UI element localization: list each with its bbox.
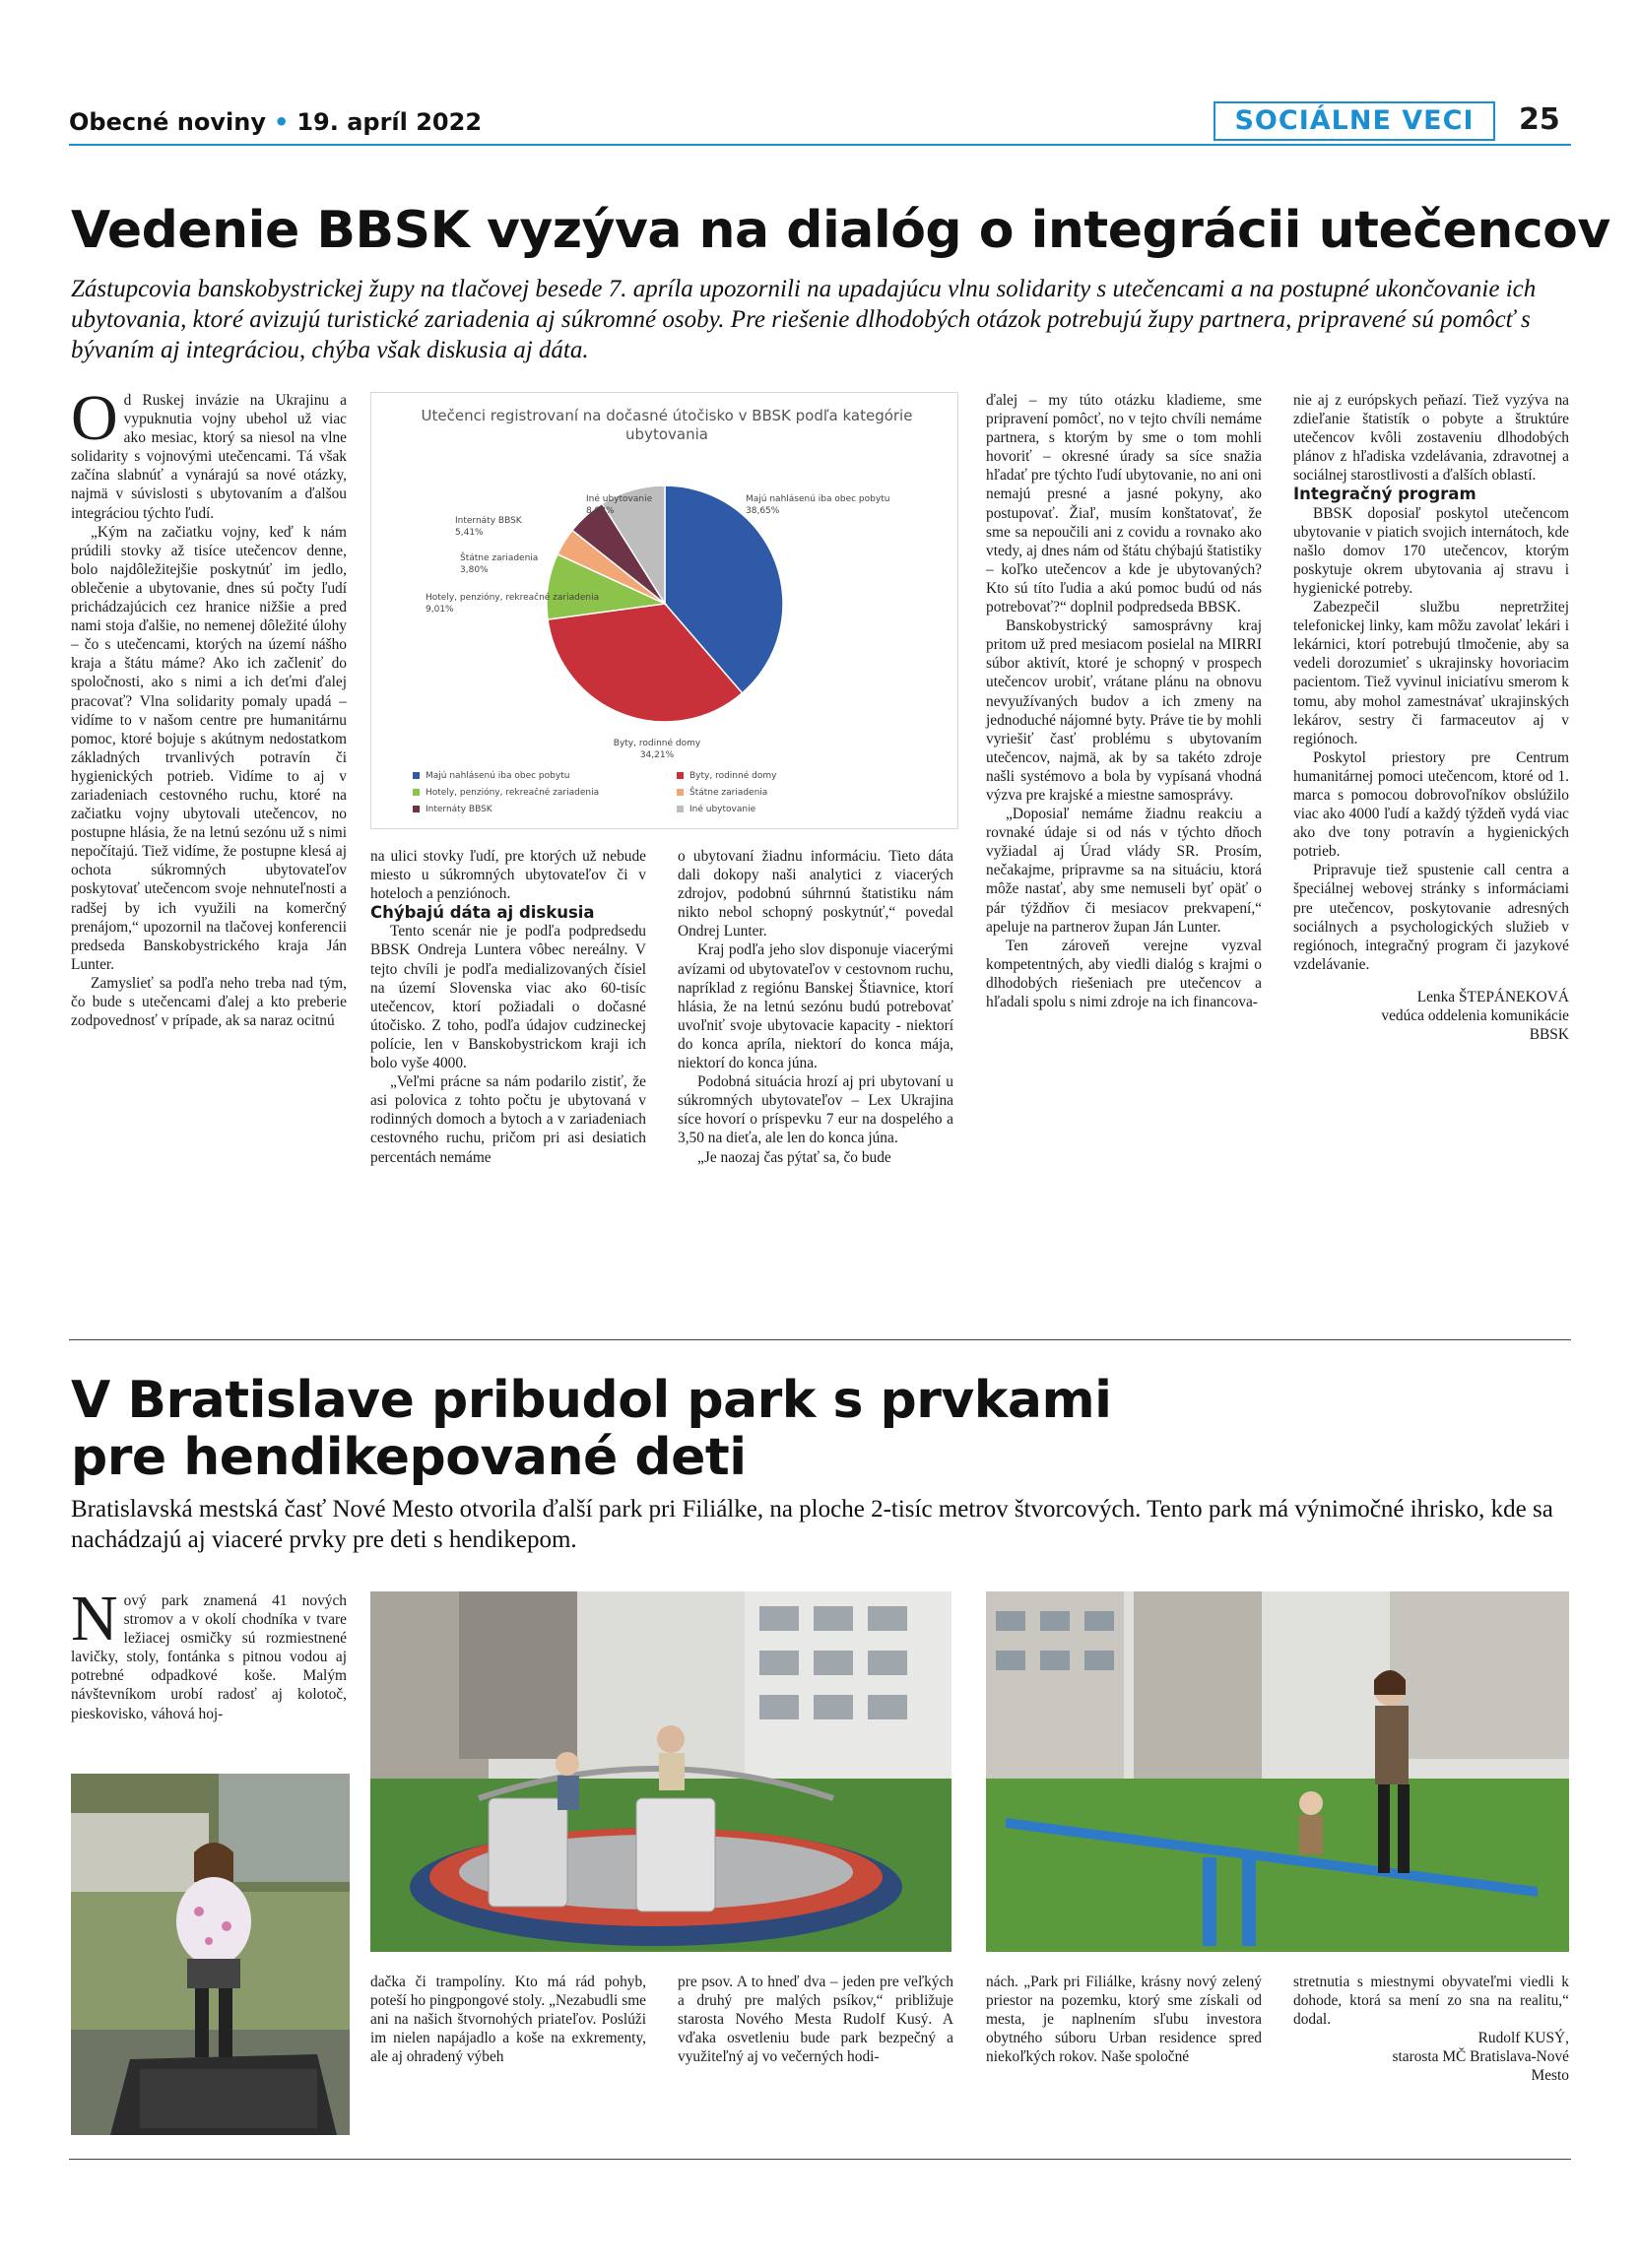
legend-item	[677, 805, 755, 814]
article2-column-1	[71, 1583, 347, 1723]
subheading: Integračný program	[1293, 485, 1476, 504]
paragraph: Podobná situácia hrozí aj pri ubytovaní u súkromných ubytovateľov – Lex Ukrajina síce hovorí o príspevku 7 eur na dospelého a 3,50 na dieťa, ale len do konca júna.	[678, 1073, 953, 1147]
legend-label: Iné ubytovanie	[689, 805, 756, 814]
photo-image	[71, 1774, 350, 2135]
article1-lead: Zástupcovia banskobystrickej župy na tlačovej besede 7. apríla upozornili na upadajúcu vlnu solidarity s utečencami a na postupné ukončovanie ich ubytovania, ktoré avizujú turistické zariadenia aj súkromné osoby. Pre riešenie dlhodobých otázok potrebujú župy partnera, pripravené sú pomôcť s bývaním aj integráciou, chýba však diskusia aj dáta.	[71, 276, 1537, 363]
article-divider	[69, 1339, 1571, 1340]
author-org: Mesto	[1531, 2067, 1569, 2085]
section-label: SOCIÁLNE VECI	[1214, 101, 1495, 141]
legend-label: Majú nahlásenú iba obec pobytu	[426, 771, 570, 781]
legend-swatch	[677, 806, 684, 812]
author-name: Rudolf KUSÝ,	[1477, 2030, 1569, 2047]
paragraph: Pripravuje tiež spustenie call centra a špeciálnej webovej stránky s informáciami pre utečencov, poskytovanie adresných sociálnych a psychologických služieb v regiónoch, integračný program či jazykové vzdelávanie.	[1293, 862, 1569, 973]
article2-column-3	[678, 1973, 953, 2066]
photo-seesaw	[986, 1591, 1569, 1952]
article2-column-4	[986, 1973, 1262, 2066]
article1-column-3	[678, 847, 953, 1167]
paragraph: „Veľmi prácne sa nám podarilo zistiť, že asi polovica z tohto počtu je ubytovaná v rodinných domoch a bytoch a v zariadeniach cestovného ruchu, pričom pri asi desiatich percentách nemáme	[370, 1073, 646, 1166]
photo-image	[370, 1591, 951, 1952]
legend-label: Byty, rodinné domy	[689, 771, 777, 781]
paragraph: „Je naozaj čas pýtať sa, čo bude	[697, 1148, 891, 1166]
legend-item	[677, 771, 776, 781]
drop-cap: O	[71, 382, 118, 454]
slice-label: Internáty BBSK 5,41%	[455, 516, 522, 538]
legend-swatch	[677, 789, 684, 796]
pie-chart	[370, 392, 958, 829]
page-number: 25	[1519, 102, 1560, 137]
author-role: vedúca oddelenia komunikácie	[1381, 1007, 1569, 1024]
legend-swatch	[677, 772, 684, 779]
slice-label: Hotely, penzióny, rekreačné zariadenia 9,01%	[426, 593, 600, 615]
photo-image	[986, 1591, 1569, 1952]
paragraph: Tento scenár nie je podľa podpredsedu BBSK Ondreja Luntera vôbec nereálny. V tejto chvíli je podľa medializovaných čísiel na území Slovenska viac ako 60-tisíc utečencov, ktorí požiadali o dočasné útočisko. Z toho, podľa údajov cudzineckej polície, len v Banskobystrickom kraji ich bolo vyše 4000.	[370, 923, 646, 1072]
paragraph-text: d Ruskej invázie na Ukrajinu a vypuknutia vojny ubehol už viac ako mesiac, ktorý sa niesol na vlne solidarity s vojnovými utečencami. Tá však začína slabnúť a vynárajú sa nové otázky, najmä v súvislosti s ubytovaním a ďalšou integráciou týchto ľudí.	[71, 392, 347, 522]
paragraph: o ubytovaní žiadnu informáciu. Tieto dáta dali dokopy naši analytici z viacerých zdrojov, podobnú súhrnnú štatistiku nám nikto nebol schopný poskytnúť,“ povedal Ondrej Lunter.	[678, 848, 953, 940]
article2-title	[71, 1372, 1568, 1486]
paragraph: dačka či trampolíny. Kto má rád pohyb, poteší ho pingpongové stoly. „Nezabudli sme ani na našich štvornohých priateľov. Poslúži im nielen napájadlo a koše na exkrementy, ale aj ohradený výbeh	[370, 1974, 646, 2066]
legend-label: Štátne zariadenia	[689, 788, 768, 798]
paragraph: pre psov. A to hneď dva – jeden pre veľkých a druhý pre malých psíkov,“ približuje starosta Nového Mesta Rudolf Kusý. A vďaka osvetleniu bude park bezpečný a využiteľný aj vo večerných hodi-	[678, 1974, 953, 2066]
title-line: pre hendikepované deti	[71, 1428, 747, 1487]
article1-column-1	[71, 382, 347, 1030]
legend-item	[413, 805, 492, 814]
paragraph	[71, 1583, 347, 1723]
paragraph: Zabezpečil službu nepretržitej telefonickej linky, kam môžu zavolať lekári i lekárnici, ktorí potrebujú tlmočenie, aby sa vedeli dorozumieť s ukrajinsky hovoriacim pacientom. Tiež vyvinul iniciatívu smerom k tomu, aby mohol zamestnávať ukrajinských lekárov, sestry či farmaceutov aj v regiónoch.	[1293, 599, 1569, 747]
legend-swatch	[413, 806, 420, 812]
photo-carousel	[370, 1591, 951, 1952]
paragraph: Kraj podľa jeho slov disponuje viacerými avízami od ubytovateľov v cestovnom ruchu, napríklad z regiónu Banskej Štiavnice, ktorí hlásia, že na letnú sezónu budú potrebovať uvoľniť svoje ubytovacie kapacity - niektorí do konca apríla, niektorí do konca mája, niektorí do konca júna.	[678, 941, 953, 1072]
legend-item	[413, 788, 599, 798]
title-line: V Bratislave pribudol park s prvkami	[71, 1371, 1112, 1430]
author-org: BBSK	[1529, 1026, 1569, 1044]
paragraph: Poskytol priestory pre Centrum humanitárnej pomoci utečencom, ktoré od 1. marca s pomocou dobrovoľníkov obslúžilo viac ako 4000 ľudí a každý týždeň vydá viac ako dve tony potravín a hygienických potrieb.	[1293, 748, 1569, 861]
paragraph: „Kým na začiatku vojny, keď k nám prúdili stovky až tisíce utečencov denne, bolo najdôležitejšie poskytnúť im jedlo, oblečenie a ubytovanie, dnes sú počty ľudí prichádzajúcich cez hranice nižšie a pred nami stoja ďalšie, no nemenej dôležité úlohy – čo s utečencami, ktorých na území nášho kraja a štátu máme? Ako ich začleniť do spoločnosti, ako s nimi a ich deťmi ďalej pracovať? Vlna solidarity pomaly upadá – vidíme to v našom centre pre humanitárnu pomoc, ktoré bojuje s akútnym nedostatkom základných trvanlivých potravín či hygienických potrieb. Vidíme to aj v zariadeniach cestovného ruchu, ktoré na začiatku vojny ubytovali utečencov, no postupne hlásia, že na letnú sezónu už s nimi nepočítajú. Tiež vidíme, že postupne klesá aj ochota súkromných ubytovateľov poskytovať utečencom svoje nehnuteľnosti a radšej by ich využili na komerčný prenájom,“ upozornil na tlačovej konferencii predseda Banskobystrického kraja Ján Lunter.	[71, 523, 347, 973]
article1-column-4	[986, 391, 1262, 1011]
paragraph-text: ový park znamená 41 nových stromov a v okolí chodníka v tvare ležiacej osmičky sú rozmiestnené lavičky, stoly, fontánka s pitnou vodou aj potrebné odpadkové koše. Malým návštevníkom urobí radosť aj kolotoč, pieskovisko, váhová hoj-	[71, 1592, 347, 1722]
legend-label: Internáty BBSK	[426, 805, 492, 814]
drop-cap: N	[71, 1583, 118, 1654]
paragraph: Zamyslieť sa podľa neho treba nad tým, čo bude s utečencami ďalej a kto preberie zodpovednosť v prípade, ak sa naraz ocitnú	[71, 974, 347, 1030]
slice-label: Iné ubytovanie 8,92%	[586, 494, 653, 516]
paragraph: nách. „Park pri Filiálke, krásny nový zelený priestor na pozemku, ktorý sme získali od mesta, je naplnením sľubu investora obytného súboru Urban residence spred niekoľkých rokov. Naše spoločné	[986, 1974, 1262, 2066]
article1-column-2	[370, 847, 646, 1167]
paragraph: „Doposiaľ nemáme žiadnu reakciu a rovnaké údaje si od nás v týchto dňoch vyžiadal aj Úrad vlády SR. Prosím, nečakajme, pripravme sa na situáciu, ktorá môže nastať, aby sme nemuseli byť opäť o pár týždňov či mesiacov prekvapení,“ apeluje na partnerov župan Ján Lunter.	[986, 806, 1262, 936]
paragraph: stretnutia s miestnymi obyvateľmi viedli k dohode, ktorá sa mení zo sna na realitu,“ dodal.	[1293, 1974, 1569, 2029]
photo-girl-trampoline	[71, 1774, 350, 2135]
slice-label: Byty, rodinné domy 34,21%	[613, 739, 701, 760]
slice-label: Štátne zariadenia 3,80%	[460, 553, 539, 575]
legend-label: Hotely, penzióny, rekreačné zariadenia	[426, 788, 600, 798]
pie-chart-svg	[371, 393, 957, 828]
header-rule	[69, 144, 1571, 146]
slice-label: Majú nahlásenú iba obec pobytu 38,65%	[746, 494, 890, 516]
chart-title: Utečenci registrovaní na dočasné útočisko v BBSK podľa kategórie ubytovania	[421, 407, 913, 443]
separator-dot: •	[273, 108, 290, 136]
article2-column-5	[1293, 1973, 1569, 2086]
paragraph: na ulici stovky ľudí, pre ktorých už nebude miesto u súkromných ubytovateľov či v hoteloch a penziónoch.	[370, 848, 646, 903]
author-name: Lenka ŠTEPÁNEKOVÁ	[1416, 988, 1569, 1005]
author-role: starosta MČ Bratislava-Nové	[1392, 2048, 1569, 2066]
publication-name: Obecné noviny	[69, 108, 266, 136]
masthead	[69, 108, 482, 136]
article2-column-2	[370, 1973, 646, 2066]
paragraph	[71, 382, 347, 523]
legend-swatch	[413, 789, 420, 796]
paragraph: Ten zároveň verejne vyzval kompetentných, aby viedli dialóg s krajmi o dlhodobých riešeniach pre utečencov a hľadali spolu s nimi zdroje na ich financova-	[986, 937, 1262, 1010]
legend-swatch	[413, 772, 420, 779]
legend-item	[677, 788, 767, 798]
issue-date: 19. apríl 2022	[296, 108, 483, 136]
article1-title: Vedenie BBSK vyzýva na dialóg o integrácii utečencov	[71, 201, 1610, 260]
paragraph: nie aj z európskych peňazí. Tiež vyzýva na zdieľanie štatistík o pobyte a štruktúre utečencov kvôli zostaveniu dlhodobých plánov z hľadiska vzdelávania, zdravotnej a sociálnej starostlivosti a ďalších oblastí.	[1293, 392, 1569, 485]
article1-column-5	[1293, 391, 1569, 1044]
legend-item	[413, 771, 569, 781]
paragraph: ďalej – my túto otázku kladieme, sme pripravení pomôcť, no v tejto chvíli nemáme partnera, s ktorým by sme o tom mohli hovoriť – okresné úrady sa síce snažia hľadať pre týchto ľudí ubytovanie, no ani oni nemajú presné a jasné pokyny, ako postupovať. Žiaľ, musím konštatovať, že sme sa nepoučili ani z covidu a rovnako ako vtedy, aj dnes nám od štátu chýbajú štatistiky – koľko utečencov a kde je ubytovaných? Kto sú títo ľudia a akú pomoc budú od nás potrebovať?“ doplnil podpredseda BBSK.	[986, 392, 1262, 616]
bottom-rule	[69, 2159, 1571, 2160]
subheading: Chýbajú dáta aj diskusia	[370, 903, 595, 923]
paragraph: Banskobystrický samosprávny kraj pritom už pred mesiacom posielal na MIRRI súbor aktivít, ktoré je schopný v prospech utečencov urobiť, vrátane plánu na obnovu nevyužívaných budov a ich zmeny na jednoduché nájomné byty. Práve tie by mohli vyriešiť časť problému s ubytovaním utečencov, najmä, ak by sa takéto zdroje našli systémovo a bola by vypísaná vhodná výzva pre krajské a miestne samosprávy.	[986, 617, 1262, 804]
paragraph: BBSK doposiaľ poskytol utečencom ubytovanie v piatich svojich internátoch, kde našlo domov 170 utečencov, ktorým poskytuje okrem ubytovania aj stravu i hygienické potreby.	[1293, 504, 1569, 597]
article2-lead: Bratislavská mestská časť Nové Mesto otvorila ďalší park pri Filiálke, na ploche 2-tisíc metrov štvorcových. Tento park má výnimočné ihrisko, kde sa nachádzajú aj viaceré prvky pre deti s hendikepom.	[71, 1496, 1553, 1553]
